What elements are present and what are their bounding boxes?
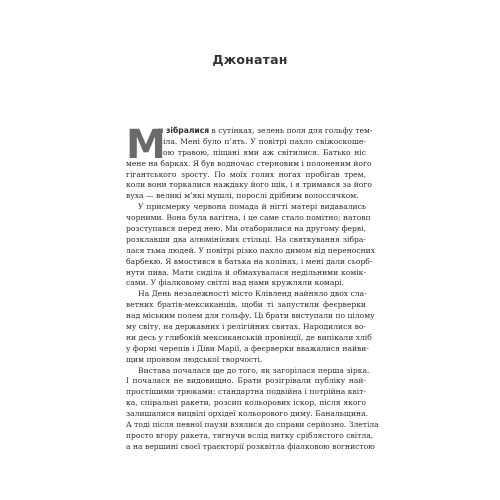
text-line: На День незалежності місто Клівленд найняло двох сла-: [138, 289, 367, 299]
text-line: чорними. Вона була вагітна, і це саме стало помітно; натовп: [126, 213, 371, 223]
text-line: нути пива. Мати сиділа й обмахувалася недільними комік-: [126, 267, 366, 277]
text-line: У присмерку червона помада й нігті матері видавались: [138, 202, 366, 212]
text-line: му світу, на державних і релігійних святах. Народилися во-: [126, 322, 366, 332]
text-line: розступався перед нею. Ми отаборилися на другому ферві,: [126, 224, 366, 234]
text-line: ніла. Мені було п’ять. У повітрі пахло свіжоскоше-: [158, 136, 366, 146]
chapter-text: [126, 122, 379, 453]
text-line: и зібралися в сутінках, зелень поля для гольфу тем-: [158, 126, 373, 135]
text-line: розклавши два алюмінієвих стільці. На святкування зібра-: [126, 234, 366, 244]
text-line: простішими трюками: стандартна подвійна і потрійна квіт-: [126, 387, 366, 397]
text-line: залишалися вицвілі орхідеї кольорового диму. Банальщина.: [126, 409, 369, 419]
text-line: коли вони торкалися наждаку його щік, і я тримався за його: [126, 180, 372, 190]
text-line: гігантського зросту. По моїх голих ногах пробігав трем,: [126, 169, 366, 179]
text-line: ветних братів-мексиканців, щоби ті запустили феєрверки: [126, 300, 366, 310]
text-line: барбекю. Я вмостився в батька на колінах, і мені дали сьорб-: [126, 256, 373, 266]
text-line: над міським полем для гольфу. Ці брати виступали по цілому: [126, 311, 375, 321]
lead-words: и зібралися: [158, 126, 210, 135]
drop-cap-letter: М: [126, 122, 166, 168]
text-line: А тоді після певної паузи взялися до справи серйозно. Злетіла: [126, 420, 379, 430]
text-line: лася тьма людей. У повітрі різко пахло димом від переносних: [126, 245, 376, 255]
text-line: ни десь у глибокій мексиканській провінції, де випікали хліб: [126, 332, 372, 342]
text-line: І почалася не видовищно. Брати розігрівали публіку най-: [126, 376, 366, 386]
text-line: сами. У фіалковому світлі над нами кружляли комарі.: [126, 278, 345, 288]
text-line: ка, спіральні ракети, розсип кольорових іскор, після якого: [126, 398, 366, 408]
text-line: вуха — великі м’які мушлі, порослі дрібним волоссячком.: [126, 191, 359, 201]
text-line: мене на барках. Я був водночас стерновим і полоненим його: [126, 158, 372, 168]
chapter-title: Джонатан: [212, 52, 288, 67]
text-line: Вистава почалася ще до того, як загорілася перша зірка.: [138, 365, 370, 375]
text-line: просто вгору ракета, тягнучи вслід нитку сріблястого світла,: [126, 430, 374, 440]
text-line: ною травою, піщані ями аж світилися. Батько ніс: [158, 147, 366, 157]
text-line: а на вершині своєї траєкторії розквітла фіалковою вогнистою: [126, 441, 375, 451]
text-line: щим проявом людської творчості.: [126, 354, 263, 364]
text-line: у формі черепів і Діви Марії, а феєрверки вважалися найви-: [126, 343, 369, 353]
